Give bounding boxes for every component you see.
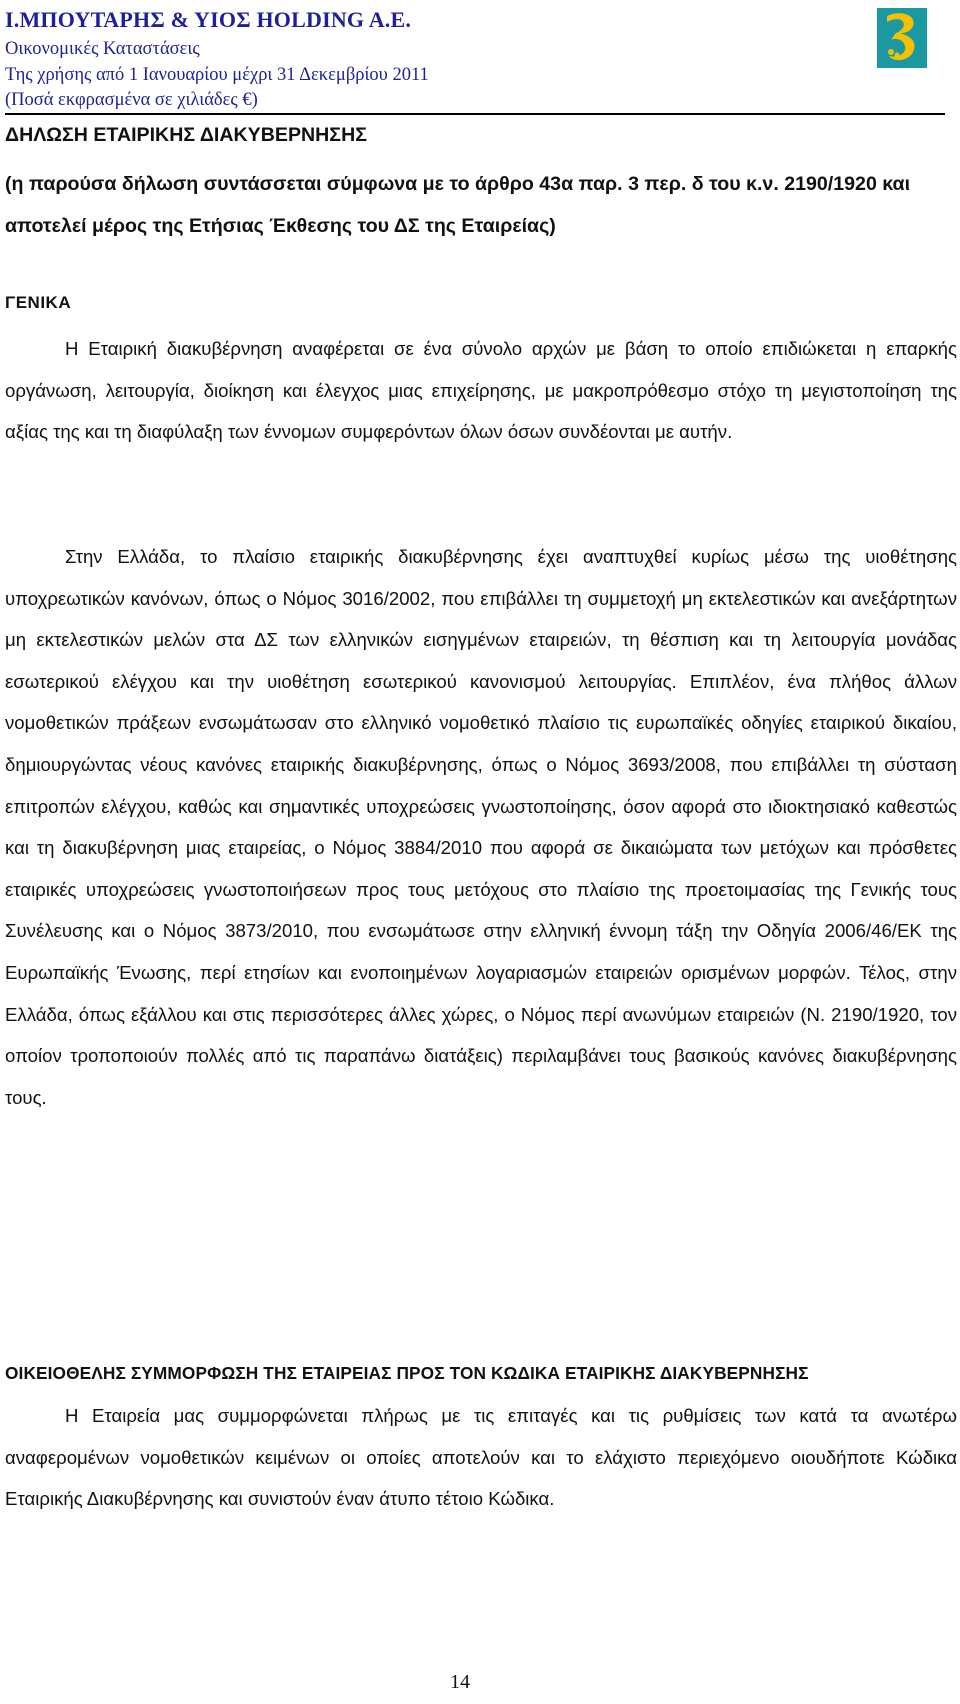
report-title: Οικονομικές Καταστάσεις [5, 39, 200, 59]
page-number: 14 [450, 1671, 470, 1693]
company-name: Ι.ΜΠΟΥΤΑΡΗΣ & ΥΙΟΣ HOLDING A.E. [5, 7, 412, 32]
currency-note: (Ποσά εκφρασμένα σε χιλιάδες €) [5, 90, 258, 110]
boutari-logo-icon [877, 8, 927, 68]
document-subtitle: (η παρούσα δήλωση συντάσσεται σύμφωνα με το άρθρο 43α παρ. 3 περ. δ του κ.ν. 2190/1920 και αποτελεί μέρος της Ετήσιας Έκθεσης του ΔΣ της Εταιρείας) [5, 173, 911, 237]
paragraph-general: Η Εταιρική διακυβέρνηση αναφέρεται σε ένα σύνολο αρχών με βάση το οποίο επιδιώκεται η επαρκής οργάνωση, λειτουργία, διοίκηση και έλεγχος μιας επιχείρησης, με μακροπρόθεσμο στόχο τη μεγιστοποίηση της αξίας της και τη διαφύλαξη των έννομων συμφερόντων όλων όσων συνδέονται με αυτήν. [5, 338, 957, 443]
document-title: ΔΗΛΩΣΗ ΕΤΑΙΡΙΚΗΣ ΔΙΑΚΥΒΕΡΝΗΣΗΣ [5, 124, 367, 146]
section-heading-compliance: ΟΙΚΕΙΟΘΕΛΗΣ ΣΥΜΜΟΡΦΩΣΗ ΤΗΣ ΕΤΑΙΡΕΙΑΣ ΠΡΟΣ ΤΟΝ ΚΩΔΙΚΑ ΕΤΑΙΡΙΚΗΣ ΔΙΑΚΥΒΕΡΝΗΣΗΣ [5, 1363, 809, 1383]
section-heading-general: ΓΕΝΙΚΑ [5, 293, 72, 312]
paragraph-greek-framework: Στην Ελλάδα, το πλαίσιο εταιρικής διακυβέρνησης έχει αναπτυχθεί κυρίως μέσω της υιοθέτησης υποχρεωτικών κανόνων, όπως ο Νόμος 3016/2002, που επιβάλλει τη συμμετοχή μη εκτελεστικών και ανεξάρτητων μη εκτελεστικών μελών στα ΔΣ των ελληνικών εισηγμένων εταιρειών, τη θέσπιση και τη λειτουργία μονάδας εσωτερικού ελέγχου και την υιοθέτηση εσωτερικού κανονισμού λειτουργίας. Επιπλέον, ένα πλήθος άλλων νομοθετικών πράξεων ενσωμάτωσαν στο ελληνικό νομοθετικό πλαίσιο τις ευρωπαϊκές οδηγίες εταιρικού δικαίου, δημιουργώντας νέους κανόνες εταιρικής διακυβέρνησης, όπως ο Νόμος 3693/2008, που επιβάλλει τη σύσταση επιτροπών ελέγχου, καθώς και σημαντικές υποχρεώσεις γνωστοποίησης, όσον αφορά στο ιδιοκτησιακό καθεστώς και τη διακυβέρνηση μιας εταιρείας, ο Νόμος 3884/2010 που αφορά σε δικαιώματα των μετόχων και πρόσθετες εταιρικές υποχρεώσεις γνωστοποιήσεων προς τους μετόχους στο πλαίσιο της προετοιμασίας της Γενικής τους Συνέλευσης και ο Νόμος 3873/2010, που ενσωμάτωσε στην ελληνική έννομη τάξη την Οδηγία 2006/46/ΕΚ της Ευρωπαϊκής Ένωσης, περί ετησίων και ενοποιημένων λογαριασμών εταιρειών ορισμένων μορφών. Τέλος, στην Ελλάδα, όπως εξάλλου και στις περισσότερες άλλες χώρες, ο Νόμος περί ανωνύμων εταιρειών (Ν. 2190/1920, τον οποίον τροποποιούν πολλές από τις παραπάνω διατάξεις) περιλαμβάνει τους βασικούς κανόνες διακυβέρνησης τους. [5, 546, 957, 1108]
paragraph-compliance: Η Εταιρεία μας συμμορφώνεται πλήρως με τις επιταγές και τις ρυθμίσεις των κατά τα ανωτέρω αναφερομένων νομοθετικών κειμένων οι οποίες αποτελούν και το ελάχιστο περιεχόμενο οιουδήποτε Κώδικα Εταιρικής Διακυβέρνησης και συνιστούν έναν άτυπο τέτοιο Κώδικα. [5, 1405, 957, 1510]
report-period: Της χρήσης από 1 Ιανουαρίου μέχρι 31 Δεκεμβρίου 2011 [5, 65, 429, 85]
page-header [5, 3, 945, 115]
